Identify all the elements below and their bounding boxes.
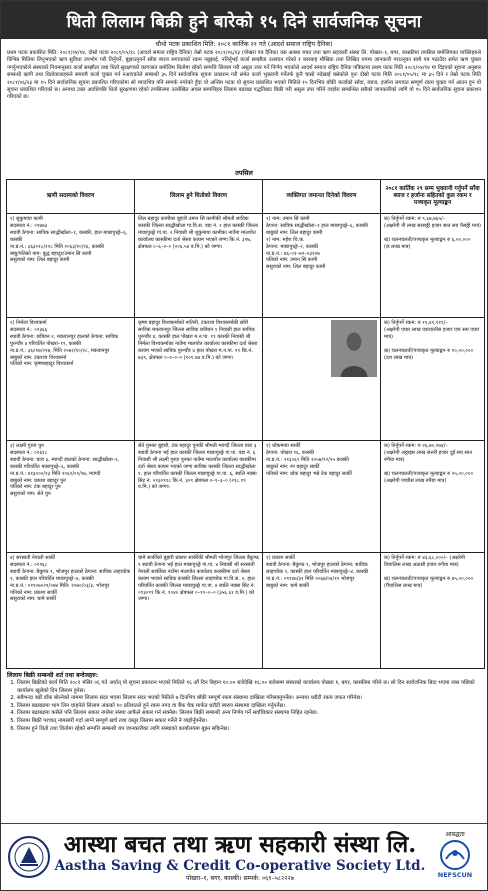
terms-title: लिलाम बिक्री सम्बन्धी शर्त तथा बन्देजहरु:	[7, 672, 99, 679]
term-item: 1. लिलाम बिक्रीको कार्य मिति २०८१ मंसिर ०६ गते अर्थात् यो सूचना प्रकाशन भएको मितिले १६ औं दिन बिहान १०:०० बजेदेखि १६:०० बजेसम्म संस्थाको कार्यालय पोखरा १, बगर, कास्कीमा गरिने छ। सो दिन सार्वजनिक बिदा भएमा त्यस पछिको कार्यालय खुलेको दिन लिलाम हुनेछ।	[17, 680, 481, 695]
term-item: 5. लिलाम बिक्री पश्चात् नामसारी गर्दा लाग्ने सम्पूर्ण खर्च तथा दस्तुर लिलाम सकार गर्नेले नै व्यहोर्नुपर्नेछ।	[17, 718, 481, 726]
borrower-cell: ४) सरस्वती नेपाली सार्की सदस्यता नं.: ०२९६८ स्थायी ठेगाना: बैकुण्ठ ९, भोजपुर हालको ठेगाना: साविक लाहाचोक २, कास्की हाल परिवर्तित माछापुच्छ्रे–४, कास्की ना.प्र.नं.: ०१९०७०२९/२७४ मिति: २०७०/०३/३, भोजपुर पतिको नाम: प्रकाश सार्की ससुराको नाम: चामे सार्की	[7, 553, 135, 669]
publication-subhead: चौथो पटक प्रकाशित मिति: २०८१ कार्तिक २१ गते (आदर्श समाज राष्ट्रिय दैनिक)	[155, 41, 333, 48]
amount-cell: क) तिर्नुपर्ने रकम: रु २६,७०,२७४/– (अक्षरेपी अठ्ठाइस लाख सत्तरी हजार दुई सय सात रुपैया मात्र) ख) चलनचलती/पञ्चकृत मूल्याङ्कन रु २५,००,००० (अक्षरेपी पच्चीस लाख रुपैया मात्र)	[381, 441, 485, 553]
borrower-cell: ३) लक्ष्मी गुरुङ पुन सदस्यता नं.: ०२६१८ स्थायी ठेगाना: घारा ३, म्याग्दी हालको ठेगाना: साद्धीखोला–१, कास्की परिवर्तित माछापुच्छ्रे–६, कास्की ना.प्र.नं.: ४१३०००/२३ मिति २०६२/०१/२७, म्याग्दी बाबुको नाम: प्रकाश बहादुर पुन पतिको नाम: टंक बहादुर पुन ससुराको नाम: सेते पुन	[7, 441, 135, 553]
table-header-row	[7, 180, 485, 214]
footer	[1, 823, 487, 890]
collateral-cell: सेते पुनका बुहारी, टंक बहादुर पुनकी श्रीमती म्याग्दी जिल्ला घारा ३ स्थायी ठेगाना भई हाल कास्की जिल्ला माछापुच्छ्रे गा.पा. वडा नं. ६ निवासी श्री लक्ष्मी गुरुङ पुनका नाउँमा मालपोत कार्यालय कास्कीमा दर्ता श्रेस्ता कायम भएको जग्गा साविक कास्की जिल्ला साद्धीखोला १, हाल परिवर्तित कास्की जिल्ला माछापुच्छ्रे गा.पा. ६, स्थलि नक्सा सिट नं. ०९३०९१८ कि.नं. ३०९ क्षेत्रफल ०–१–३–० (२१८.१९ व.मि.) को जग्गा।	[135, 441, 263, 553]
amount-cell: क) तिर्नुपर्ने रकम: रु ९,६७,७६५/– (अक्षरेपी नौ लाख सरसठ्ठी हजार सात सय पैसठ्ठी मात्र) ख) चलनचलती/पञ्चकृत मूल्याङ्कन रु ६,००,००० (छ लाख मात्र)	[381, 214, 485, 318]
header-collateral: लिलाम हुने धितोको विवरण	[135, 180, 263, 214]
notice-title: धितो लिलाम बिक्री हुने बारेको १५ दिने सार्वजनिक सूचना	[1, 1, 487, 39]
borrower-cell: २) निर्मला विश्वकर्मा सदस्यता नं.: ०२३६६ स्थायी ठेगाना: छत्रिवन २, मकवानपुर हालको ठेगाना: साविक पुरन्चौर ४ परिवर्तित पोखरा–१९, कास्की ना.प्र.नं.: ३६०१७/२१७, मिति २०७२/१०/२८, मकवानपुर बाबुको नाम: टंकराज विश्वकर्मा पतिको नाम: कृष्णबहादुर विश्वकर्मा	[7, 318, 135, 441]
term-item: 4. लिलाम बढाबढमा कसैले पनि लिलाम सकार नगरेमा संस्था आफैले सकार गर्न सक्नेछ। लिलाम बिक्री सम्बन्धी अन्य निर्णय गर्ने सर्वाधिकार संस्थामा निहित रहनेछ।	[17, 710, 481, 718]
society-name-nepali: आस्था बचत तथा ऋण सहकारी संस्था लि.	[63, 830, 417, 858]
term-item: 6. लिलाम हुने धितो तथा धितोमा रहेको सम्पत्ति सम्बन्धी थप जानकारीका लागि संस्थाको कार्यालयमा बुझ्न सकिनेछ।	[17, 726, 481, 734]
nefscun-logo-icon	[437, 839, 473, 871]
header-amount: २०८१ कार्तिक २९ सम्म भुक्तानी गर्नुपर्ने साँवा ब्याज र हर्जाना सहितको कुल रकम र पञ्चकृत मूल्याङ्कन	[381, 180, 485, 214]
collateral-cell: चामे सार्कीको बुहारी प्रकाश सार्कीकी श्रीमती भोजपुर जिल्ला बैकुण्ठ ९ स्थायी ठेगाना भई हाल माछापुच्छ्रे गा.पा. ४ निवासी श्री सरस्वती नेपाली सार्कीका नाउँमा मालपोत कार्यालय कास्कीमा दर्ता श्रेस्ता कायम भएको साविक कास्की जिल्ला लाहाचोक गा.वि.स. २, हाल परिवर्तित कास्की जिल्ला माछापुच्छ्रे गा.पा. ४ स्थलि नक्सा सिट नं. ०९३०९१ कि.नं. १०४० क्षेत्रफल ०–११–०–० (३५६.६१ व.मि.) को जग्गा।	[135, 553, 263, 669]
terms-list	[17, 680, 481, 733]
terms-section	[1, 669, 487, 753]
borrower-details: १) सुकुमाया कामी सदस्यता नं.: ०१७७३ स्थायी ठेगाना: साविक साद्धीखोला–१, कास्की, हाल माछापुच्छ्रे–६, कास्की ना.प्र.नं.: ३६३०१८/२१८ मिति २०६३/१०/१६, कास्की बाबु/पतिको नाम: बुद्ध बहादुर/उमान सिं कामी ससुराको नाम: लिल बहादुर कामी	[10, 216, 128, 264]
table-row	[7, 214, 485, 318]
intro-paragraph: प्रथम पटक प्रकाशित मिति: २०८१/०४/१४, दोस्रो पटक २०८१/०५/१८ (आदर्श समाज राष्ट्रिय दैनिक) तेस्रो पटक २०८१/०६/२३ (पोखरा पत्र दैनिक) यस आस्था बचत तथा ऋण सहकारी संस्था लि. पोखरा–१, बगर, कास्कीमा तपसिल बमोजिमका व्यक्तिहरुले विभिन्न मितिमा लिनुभएको ऋण सुविधा उपभोग गरी तिर्नुपर्ने, बुझाउनुपर्ने साँवा ब्याज लगायतको रकम नबुझाई, नतिर्नुभई कर्जा सम्झौता उल्लंघन गरेको र कारबाह मौखिक तथा लिखित रुपमा जानकारी गराउनुका साथै पत्र पठाउँदा समेत ऋण चुक्ता नगर्नुभएकोले संस्थाको नियमानुसार कर्जा सम्झौता तथा धितो सुरक्षणको कागजात बमोजिम धितोमा रहेको सम्पत्ति लिलाम गरी असुल उपर गर्ने निर्णय भएकोले आदर्श समाज राष्ट्रिय दैनिक पत्रिकामा प्रथम पटक मिति २०८१/०४/१४ मा दिइएको सूचना अनुसार सम्बन्धी ऋणी तथा धितोवालाहरुले समयमै कर्जा चुक्ता गर्न नआएकोले सम्बन्धी ३५ दिने सार्वजनिक सूचना प्रकाशन गरी समेत कर्जा भुक्तानी गर्नेतर्फ कुनै चासो नदेखाई बसेकोले पुनः दोस्रो पटक मिति २०८१/०५/१८ मा ३५ दिने र तेस्रो पटक मिति २०८१/०६/२३ मा १५ दिने सार्वजनिक सूचना प्रकाशित गरिएकोमा सो म्यादभित्र पनि सम्पर्क नगरेको हुँदा यो अन्तिम पटक यो सूचना प्रकाशित भएको मितिले १५ दिनभित्र बाँकी कर्जाको साँवा, ब्याज, हर्जाना लगायत सम्पूर्ण रकम चुक्ता गर्न आउन हुन यो सूचना प्रकाशित गरिएको छ। अन्यथा उक्त अवधिपछि धितो सुरक्षणमा रहेको तपसिलमा उल्लेखित अचल सम्पत्तिहरु लिलाम बढाबढ पद्धतिबाट बिक्री गरी असुल उपर गरिने व्यहोरा सम्बन्धित सबैको जानकारीको लागि यो १५ दिने सार्वजनिक सूचना प्रकाशन गरिएको छ।	[7, 50, 482, 101]
guarantor-cell: १) धोकमाया सार्की ठेगाना: पोखरा १६, कास्की ना.प्र.नं.: ९१३०६९ मिति २०५७/१२/१५ कास्की बाबुको नाम: रन बहादुर सार्की पतिको नाम: धोक बहादुर भन्ने टेक बहादुर सार्की	[263, 441, 381, 553]
cooperative-logo-icon	[7, 835, 51, 879]
affiliation-org: NEFSCUN	[437, 871, 473, 879]
society-address: पोखरा–१, बगर, कास्की। सम्पर्क: ०६१–५८२२२७	[186, 874, 294, 882]
society-name-english: Aastha Saving & Credit Co-operative Society Ltd.	[54, 857, 426, 874]
collateral-cell: लिल बहादुर कामीका बुहारी उमान सिं कामीकी श्रीमती साविक कास्की जिल्ला साद्धीखोला गा.वि.स. वडा नं. १ हाल कास्की जिल्ला माछापुच्छ्रे गा.पा. २ निवासी श्री शुकुमाया कामीका नाउँमा मालपोत कार्यालय कास्कीमा दर्ता श्रेस्ता कायम भएको जग्गा कि.नं. ३९७, क्षेत्रफल ०–६–२–० (२०६.५४ व.मि.) को जग्गा।	[135, 214, 263, 318]
guarantor-cell: १) प्रकाश सार्की स्थायी ठेगाना: बैकुण्ठ ९, भोजपुर हालको ठेगाना: साविक लाहाचोक २, कास्की हाल परिवर्तित माछापुच्छ्रे–४, कास्की ना.प्र.नं.: ०९९४७/३१ मिति २०६७/०४/१२ भोजपुर बाबुको नाम: चामे सार्की	[263, 553, 381, 669]
table-tag: तपसिल	[235, 169, 253, 177]
table-row	[7, 441, 485, 553]
amount-cell: क) तिर्नुपर्ने रकम: रु ११,४१,१११/– (अक्षरेपी एघार लाख एकचालीस हजार एक सय एघार मात्र) ख) चलनचलती/पञ्चकृत मूल्याङ्कन रु १०,००,००० (दश लाख मात्र)	[381, 318, 485, 441]
guarantor-photo	[331, 320, 377, 377]
collateral-cell: कृष्ण बहादुर विश्वकर्माको नातिनी, टंकराज विश्वकर्माकी छोरी साविक मकवानपुर जिल्ला साविक छत्रिवन १ निवासी हाल साविक पुरन्चौर ४, कास्की हाल पोखरा म.न.पा. १९ कास्की निवासी श्री निर्मला विश्वकर्माका नाउँमा मालपोत कार्यालय कास्कीमा दर्ता श्रेस्ता कायम भएको साविक पुरन्चौर ४ हाल पोखरा म.न.पा. १९ कि.नं. ७३९, क्षेत्रफल ०–२–०–० (१०१.७४ व.मि.) को जग्गा।	[135, 318, 263, 441]
details-table	[6, 179, 485, 669]
header-guarantor: व्यक्तिगत जमानत दिनेको विवरण	[263, 180, 381, 214]
guarantor-cell	[263, 318, 381, 441]
amount-cell: क) तिर्नुपर्ने रकम: रु ४३,६८,०००/– (अक्षरेपी त्रिचालिस लाख अठासी हजार रुपैया मात्र) ख) चलनचलती/पञ्चकृत मूल्याङ्कन रु ४५,००,००० (पैंचालिस लाख मात्र)	[381, 553, 485, 669]
table-row	[7, 553, 485, 669]
borrower-cell	[7, 214, 135, 318]
guarantor-cell: १) नाम: उमान सिं कामी ठेगाना: साविक साद्धीखोला–१ हाल माछापुच्छ्रे–६, कास्की बाबुको नाम: लिल बहादुर कामी २) नाम: महेश थि.क. ठेगाना: माछापुच्छ्रे–२, कास्की ना.प्र.नं.: ४६–०१–७९–०३२०७ पतिको नाम: उमान सिं कामी ससुराको नाम: लिल बहादुर कामी	[263, 214, 381, 318]
term-item: 3. लिलाम बढाबढमा भाग लिन चाहनेले लिलाम अंकको १० प्रतिशतले हुने रकम नगद वा बैंक चेक मार्फत धरौटी स्वरुप संस्थामा दाखिला गर्नुपर्नेछ।	[17, 703, 481, 711]
affiliation-badge	[429, 831, 481, 883]
term-item: 2. सबैभन्दा बढी डाँक बोल्नेको नाममा लिलाम सदर भएमा लिलाम सदर भएको मितिले ७ दिनभित्र बाँकी सम्पूर्ण रकम संस्थामा दाखिला गरिसक्नुपर्नेछ। अन्यथा धरौटी रकम जफत गरिनेछ।	[17, 695, 481, 703]
header-borrower: ऋणी सदस्यको विवरण	[7, 180, 135, 214]
affiliation-label: आबद्धता	[445, 831, 465, 838]
footer-identity	[51, 832, 429, 883]
table-row	[7, 318, 485, 441]
